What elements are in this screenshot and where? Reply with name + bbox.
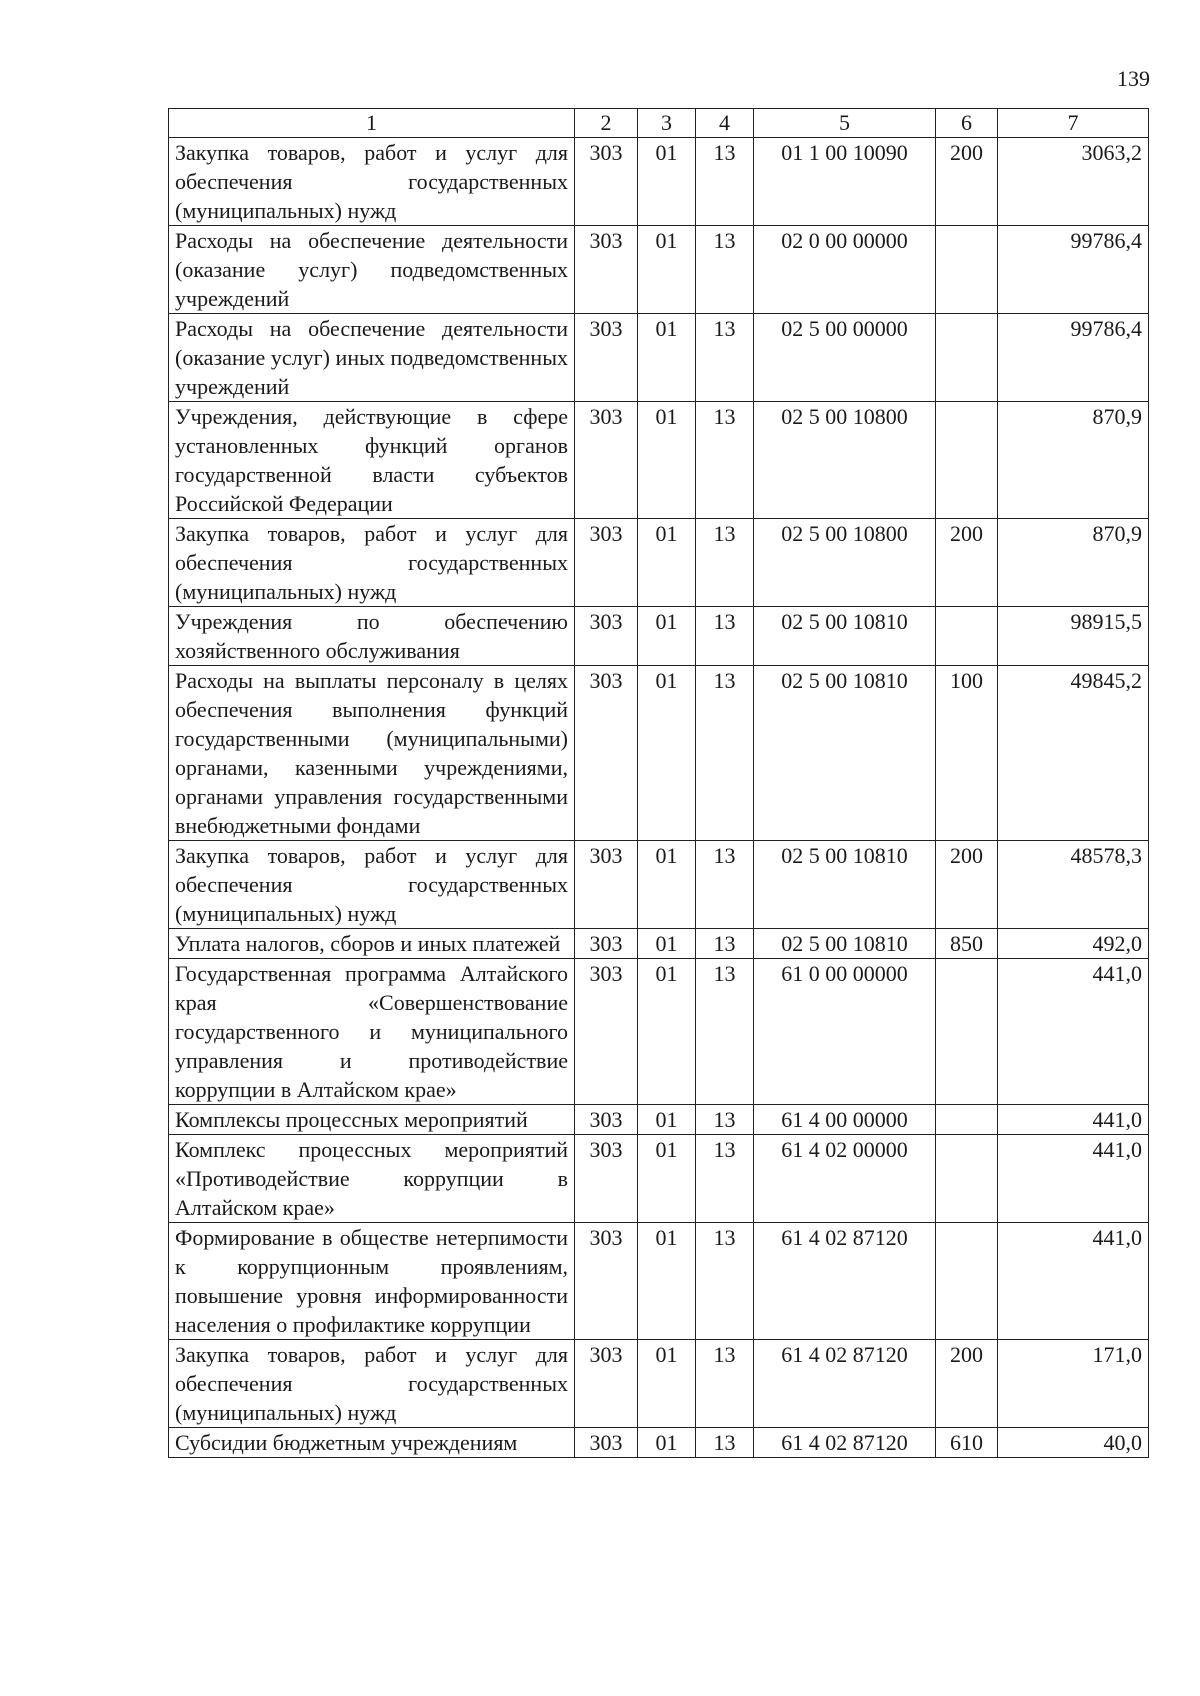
column-header: 1 <box>169 109 575 138</box>
table-row <box>169 929 1149 959</box>
cell-target-article: 02 5 00 10800 <box>754 402 936 519</box>
cell-ministry-code: 303 <box>575 841 638 929</box>
cell-subsection: 13 <box>696 138 754 226</box>
cell-expense-type <box>936 607 998 666</box>
page-number: 139 <box>1117 66 1150 91</box>
cell-ministry-code: 303 <box>575 1223 638 1340</box>
cell-ministry-code: 303 <box>575 929 638 959</box>
cell-subsection: 13 <box>696 1135 754 1223</box>
table-body <box>169 138 1149 1458</box>
cell-expense-type: 200 <box>936 841 998 929</box>
cell-ministry-code: 303 <box>575 1135 638 1223</box>
table-row <box>169 519 1149 607</box>
table-header <box>169 109 1149 138</box>
header-row <box>169 109 1149 138</box>
cell-expense-type: 610 <box>936 1428 998 1458</box>
cell-section: 01 <box>638 841 696 929</box>
cell-target-article: 02 0 00 00000 <box>754 226 936 314</box>
table-row <box>169 1340 1149 1428</box>
cell-name: Уплата налогов, сборов и иных платежей <box>169 929 575 959</box>
column-header: 6 <box>936 109 998 138</box>
column-header: 2 <box>575 109 638 138</box>
cell-ministry-code: 303 <box>575 226 638 314</box>
cell-ministry-code: 303 <box>575 1340 638 1428</box>
cell-target-article: 02 5 00 10810 <box>754 607 936 666</box>
cell-subsection: 13 <box>696 841 754 929</box>
cell-ministry-code: 303 <box>575 1105 638 1135</box>
table-row <box>169 1105 1149 1135</box>
cell-subsection: 13 <box>696 226 754 314</box>
cell-name: Расходы на обеспечение деятельности (оказание услуг) подведомственных учреждений <box>169 226 575 314</box>
cell-section: 01 <box>638 959 696 1105</box>
cell-name: Расходы на обеспечение деятельности (оказание услуг) иных подведомственных учреждений <box>169 314 575 402</box>
cell-expense-type <box>936 1223 998 1340</box>
cell-ministry-code: 303 <box>575 519 638 607</box>
cell-amount: 99786,4 <box>998 314 1149 402</box>
cell-subsection: 13 <box>696 1340 754 1428</box>
table-row <box>169 138 1149 226</box>
cell-ministry-code: 303 <box>575 959 638 1105</box>
cell-name: Закупка товаров, работ и услуг для обеспечения государственных (муниципальных) нужд <box>169 138 575 226</box>
cell-section: 01 <box>638 402 696 519</box>
table-row <box>169 226 1149 314</box>
cell-name: Закупка товаров, работ и услуг для обеспечения государственных (муниципальных) нужд <box>169 519 575 607</box>
cell-ministry-code: 303 <box>575 314 638 402</box>
cell-section: 01 <box>638 929 696 959</box>
table-row <box>169 959 1149 1105</box>
cell-expense-type <box>936 226 998 314</box>
cell-section: 01 <box>638 607 696 666</box>
cell-subsection: 13 <box>696 959 754 1105</box>
cell-subsection: 13 <box>696 1105 754 1135</box>
cell-amount: 870,9 <box>998 402 1149 519</box>
column-header: 4 <box>696 109 754 138</box>
cell-target-article: 61 0 00 00000 <box>754 959 936 1105</box>
cell-expense-type <box>936 314 998 402</box>
cell-subsection: 13 <box>696 1223 754 1340</box>
cell-expense-type: 200 <box>936 519 998 607</box>
cell-subsection: 13 <box>696 929 754 959</box>
cell-expense-type: 100 <box>936 666 998 841</box>
cell-target-article: 61 4 02 87120 <box>754 1428 936 1458</box>
cell-amount: 3063,2 <box>998 138 1149 226</box>
cell-expense-type <box>936 1135 998 1223</box>
cell-amount: 441,0 <box>998 1105 1149 1135</box>
cell-subsection: 13 <box>696 666 754 841</box>
cell-target-article: 02 5 00 10810 <box>754 841 936 929</box>
cell-name: Расходы на выплаты персоналу в целях обеспечения выполнения функций государственными (муниципальными) органами, казенными учреждениями, органами управления государственными внебюджетными фондами <box>169 666 575 841</box>
cell-name: Субсидии бюджетным учреждениям <box>169 1428 575 1458</box>
cell-target-article: 02 5 00 00000 <box>754 314 936 402</box>
cell-target-article: 02 5 00 10810 <box>754 666 936 841</box>
cell-amount: 441,0 <box>998 1223 1149 1340</box>
cell-amount: 171,0 <box>998 1340 1149 1428</box>
cell-section: 01 <box>638 1340 696 1428</box>
cell-section: 01 <box>638 138 696 226</box>
cell-section: 01 <box>638 226 696 314</box>
cell-name: Комплексы процессных мероприятий <box>169 1105 575 1135</box>
cell-subsection: 13 <box>696 1428 754 1458</box>
column-header: 3 <box>638 109 696 138</box>
column-header: 5 <box>754 109 936 138</box>
cell-section: 01 <box>638 1105 696 1135</box>
cell-amount: 99786,4 <box>998 226 1149 314</box>
cell-ministry-code: 303 <box>575 607 638 666</box>
cell-target-article: 61 4 02 00000 <box>754 1135 936 1223</box>
cell-target-article: 61 4 02 87120 <box>754 1340 936 1428</box>
table-row <box>169 1428 1149 1458</box>
table-row <box>169 607 1149 666</box>
cell-amount: 40,0 <box>998 1428 1149 1458</box>
cell-section: 01 <box>638 666 696 841</box>
cell-name: Закупка товаров, работ и услуг для обеспечения государственных (муниципальных) нужд <box>169 841 575 929</box>
table-row <box>169 1135 1149 1223</box>
budget-table <box>168 108 1149 1458</box>
cell-ministry-code: 303 <box>575 402 638 519</box>
cell-section: 01 <box>638 1223 696 1340</box>
cell-name: Комплекс процессных мероприятий «Противодействие коррупции в Алтайском крае» <box>169 1135 575 1223</box>
cell-target-article: 61 4 02 87120 <box>754 1223 936 1340</box>
cell-target-article: 02 5 00 10800 <box>754 519 936 607</box>
cell-expense-type <box>936 959 998 1105</box>
cell-name: Закупка товаров, работ и услуг для обеспечения государственных (муниципальных) нужд <box>169 1340 575 1428</box>
cell-subsection: 13 <box>696 607 754 666</box>
cell-expense-type: 200 <box>936 138 998 226</box>
cell-ministry-code: 303 <box>575 1428 638 1458</box>
cell-target-article: 01 1 00 10090 <box>754 138 936 226</box>
cell-amount: 492,0 <box>998 929 1149 959</box>
cell-name: Учреждения, действующие в сфере установленных функций органов государственной власти субъектов Российской Федерации <box>169 402 575 519</box>
cell-section: 01 <box>638 519 696 607</box>
cell-name: Учреждения по обеспечению хозяйственного обслуживания <box>169 607 575 666</box>
cell-amount: 49845,2 <box>998 666 1149 841</box>
cell-section: 01 <box>638 314 696 402</box>
cell-name: Государственная программа Алтайского края «Совершенствование государственного и муниципального управления и противодействие коррупции в Алтайском крае» <box>169 959 575 1105</box>
cell-expense-type: 850 <box>936 929 998 959</box>
table-row <box>169 1223 1149 1340</box>
cell-ministry-code: 303 <box>575 666 638 841</box>
cell-subsection: 13 <box>696 519 754 607</box>
cell-section: 01 <box>638 1428 696 1458</box>
cell-expense-type <box>936 402 998 519</box>
cell-amount: 441,0 <box>998 1135 1149 1223</box>
cell-subsection: 13 <box>696 314 754 402</box>
cell-amount: 48578,3 <box>998 841 1149 929</box>
column-header: 7 <box>998 109 1149 138</box>
table-row <box>169 402 1149 519</box>
table-row <box>169 841 1149 929</box>
cell-amount: 98915,5 <box>998 607 1149 666</box>
cell-amount: 441,0 <box>998 959 1149 1105</box>
cell-section: 01 <box>638 1135 696 1223</box>
cell-ministry-code: 303 <box>575 138 638 226</box>
cell-subsection: 13 <box>696 402 754 519</box>
cell-expense-type: 200 <box>936 1340 998 1428</box>
cell-amount: 870,9 <box>998 519 1149 607</box>
table-row <box>169 666 1149 841</box>
cell-expense-type <box>936 1105 998 1135</box>
cell-target-article: 61 4 00 00000 <box>754 1105 936 1135</box>
cell-target-article: 02 5 00 10810 <box>754 929 936 959</box>
cell-name: Формирование в обществе нетерпимости к коррупционным проявлениям, повышение уровня информированности населения о профилактике коррупции <box>169 1223 575 1340</box>
table-row <box>169 314 1149 402</box>
